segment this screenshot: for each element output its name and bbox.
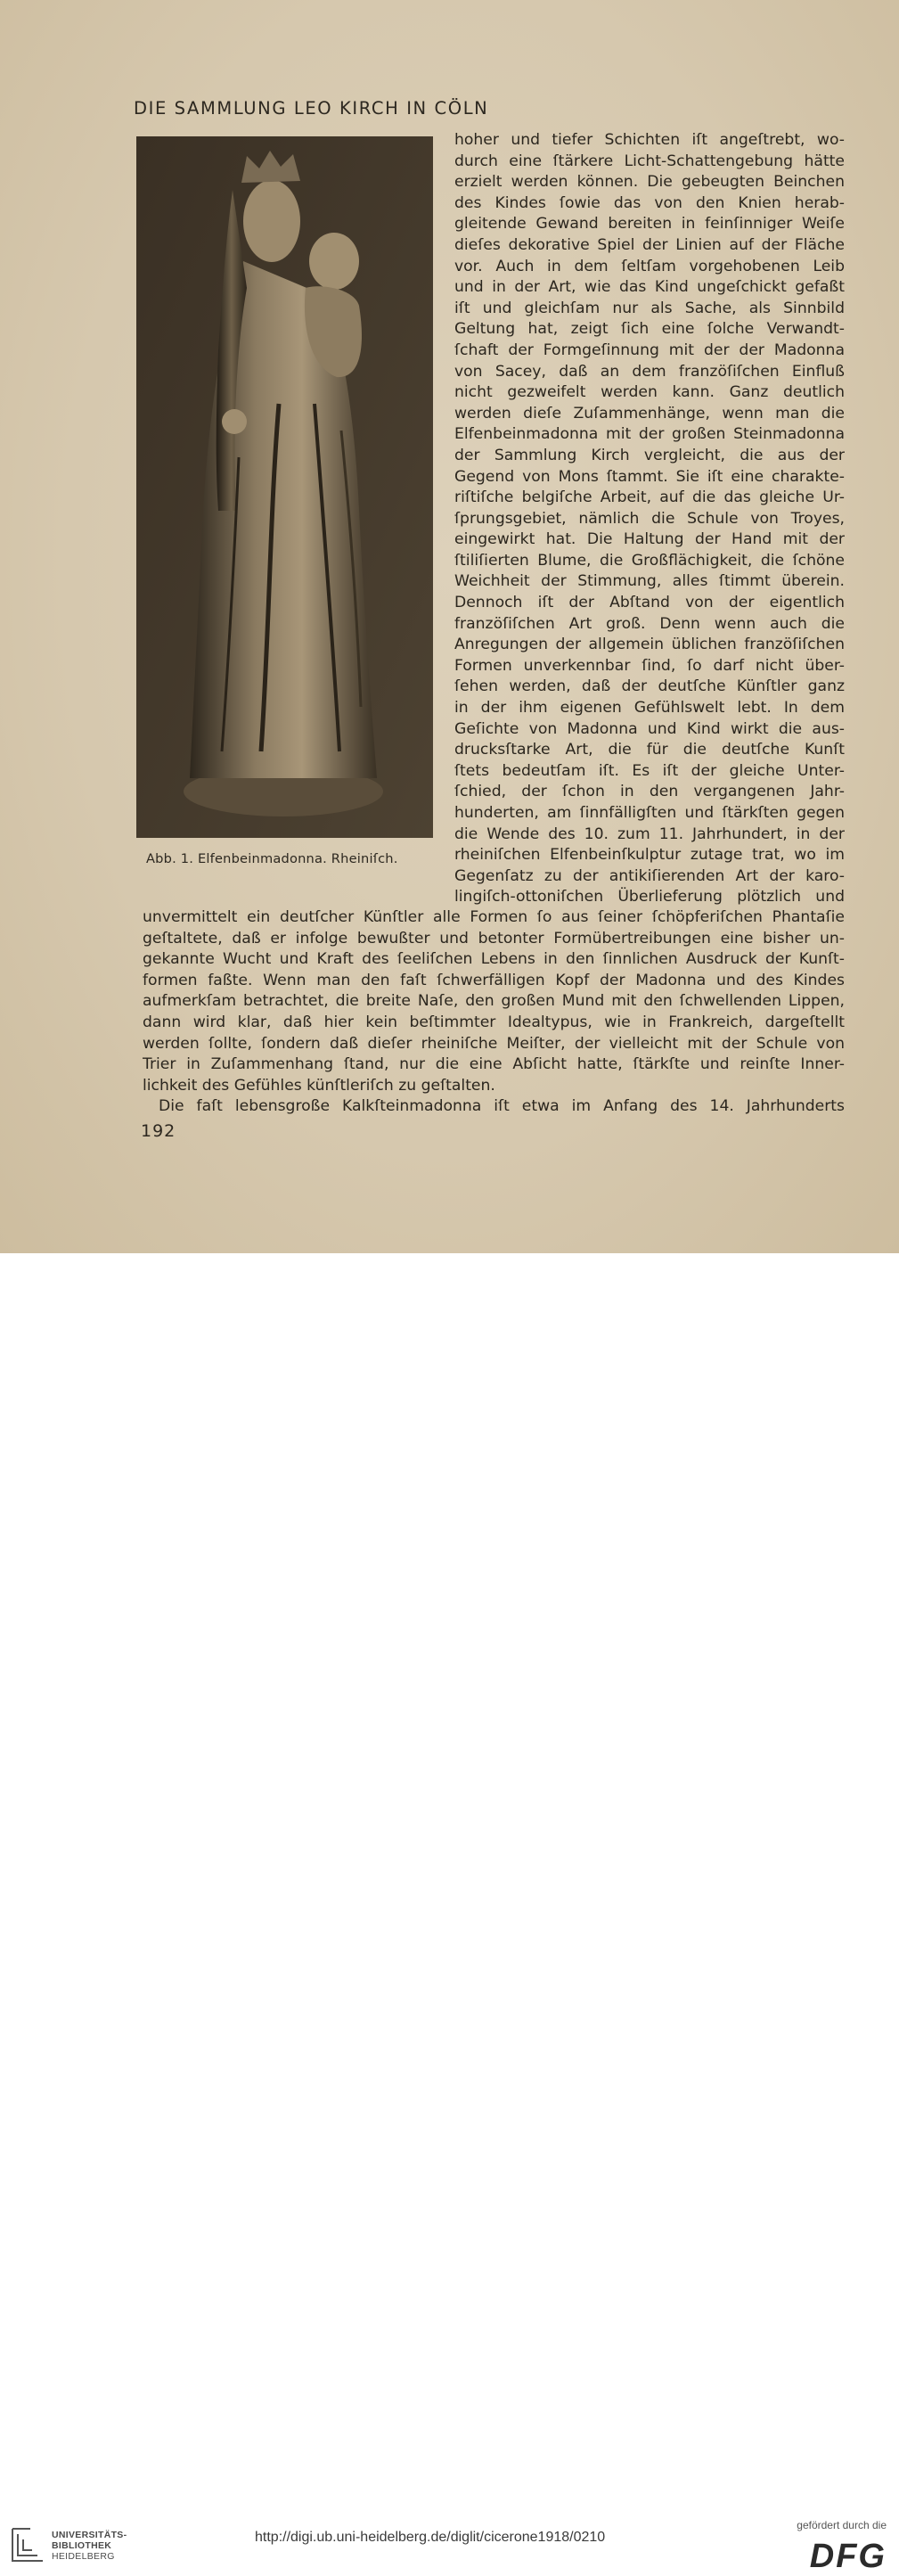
text-line: nicht gezweifelt werden kann. Ganz deutlich <box>454 383 845 402</box>
column-text <box>454 130 845 908</box>
text-line: eingewirkt hat. Die Haltung der Hand mit der <box>454 530 845 549</box>
text-line: Geſichte von Madonna und Kind wirkt die aus- <box>454 719 845 738</box>
text-line: von Sacey, daß an dem franzöſiſchen Einfluß <box>454 362 845 381</box>
text-line: Geltung hat, zeigt ſich eine ſolche Verwandt- <box>454 320 845 339</box>
text-line: Weichheit der Stimmung, alles ſtimmt überein. <box>454 572 845 591</box>
text-line: ſehen werden, daß der deutſche Künſtler ganz <box>454 677 845 696</box>
text-line: formen faßte. Wenn man den faſt ſchwerfälligen Kopf der Madonna und des Kindes <box>143 971 845 989</box>
text-line: lingiſch-ottoniſchen Überlieferung plötzlich und <box>454 888 845 907</box>
full-width-text <box>143 907 845 1118</box>
text-line: und in der Art, wie das Kind ungeſchickt gefaßt <box>454 278 845 297</box>
figure-caption: Abb. 1. Elfenbeinmadonna. Rheiniſch. <box>146 851 398 866</box>
text-line: iſt und gleichſam nur als Sache, als Sinnbild <box>454 299 845 317</box>
text-line: ſtets bedeutſam iſt. Es iſt der gleiche Unter- <box>454 761 845 780</box>
text-line: die Wende des 10. zum 11. Jahrhundert, in der <box>454 824 845 843</box>
text-line: ſchaft der Formgeſinnung mit der der Madonna <box>454 340 845 359</box>
text-line: unvermittelt ein deutſcher Künſtler alle Formen ſo aus ſeiner ſchöpferiſchen Phantaſie <box>143 908 845 926</box>
text-line: erzielt werden können. Die gebeugten Beinchen <box>454 173 845 192</box>
text-line: dann wird klar, daß hier kein beſtimmter Idealtypus, wie in Frankreich, dargeſtellt <box>143 1013 845 1031</box>
text-line: hunderten, am ſinnfälligſten und ſtärkſten gegen <box>454 804 845 822</box>
text-line: Elfenbeinmadonna mit der großen Steinmadonna <box>454 425 845 444</box>
text-line: der Sammlung Kirch vergleicht, die aus der <box>454 446 845 464</box>
text-line: ſchied, der ſchon in den vergangenen Jahr- <box>454 783 845 801</box>
running-head: DIE SAMMLUNG LEO KIRCH IN CÖLN <box>134 98 489 119</box>
university-library-logo-icon <box>9 2523 46 2566</box>
text-line: aufmerkſam betrachtet, die breite Naſe, den großen Mund mit den ſchwellenden Lippen, <box>143 992 845 1011</box>
text-line: Gegenſatz zu der antikiſierenden Art der karo- <box>454 866 845 885</box>
text-line: Anregungen der allgemein üblichen franzöſiſchen <box>454 636 845 654</box>
text-line: rheiniſchen Elfenbeinſkulptur zutage trat, wo im <box>454 846 845 865</box>
viewer-footer <box>0 1253 899 2575</box>
text-line: gekannte Wucht und Kraft des ſeeliſchen Lebens in den ſinnlichen Ausdruck der Kunſt- <box>143 950 845 969</box>
text-line: Die faſt lebensgroße Kalkſteinmadonna iſt etwa im Anfang des 14. Jahrhunderts <box>159 1097 845 1116</box>
text-line: Trier in Zuſammenhang ſtand, nur die eine Abſicht hatte, ſtärkſte und reinſte Inner- <box>143 1055 845 1074</box>
text-line: werden dieſe Zuſammenhänge, wenn man die <box>454 404 845 422</box>
text-line: durch eine ſtärkere Licht-Schattengebung hätte <box>454 152 845 170</box>
page-number: 192 <box>141 1121 176 1141</box>
scanned-page <box>0 0 899 1253</box>
funding-note: gefördert durch die <box>797 2519 887 2531</box>
text-line: Dennoch iſt der Abſtand von der eigentlich <box>454 594 845 612</box>
university-library-name: UNIVERSITÄTS- BIBLIOTHEK HEIDELBERG <box>52 2530 127 2562</box>
text-line: werden ſollte, ſondern daß dieſer rheiniſche Meiſter, der vielleicht mit der Schule von <box>143 1034 845 1053</box>
text-line: des Kindes ſowie das von den Knien herab- <box>454 193 845 212</box>
madonna-photograph <box>136 136 433 838</box>
text-line: vor. Auch in dem ſeltſam vorgehobenen Leib <box>454 257 845 275</box>
text-line: geſtaltete, daß er infolge bewußter und betonter Formübertreibungen eine bisher un- <box>143 929 845 948</box>
text-line: gleitende Gewand bereiten in feinſinniger Weiſe <box>454 215 845 234</box>
permalink[interactable]: http://digi.ub.uni-heidelberg.de/diglit/cicerone1918/0210 <box>255 2530 606 2545</box>
text-line: hoher und tiefer Schichten iſt angeſtrebt, wo- <box>454 131 845 149</box>
text-line: franzöſiſchen Art groß. Denn wenn auch die <box>454 614 845 633</box>
text-line: riſtiſche belgiſche Arbeit, auf die das gleiche Ur- <box>454 488 845 507</box>
text-line: dieſes dekorative Spiel der Linien auf der Fläche <box>454 235 845 254</box>
text-line: Gegend von Mons ſtammt. Sie iſt eine charakte- <box>454 467 845 486</box>
text-line: Formen unverkennbar ſind, ſo darf nicht über- <box>454 656 845 675</box>
text-line: in der ihm eigenen Gefühlswelt lebt. In dem <box>454 699 845 718</box>
dfg-logo: DFG <box>809 2538 887 2575</box>
text-line: drucksſtarke Art, die für die deutſche Kunſt <box>454 741 845 759</box>
text-line: lichkeit des Gefühles künſtleriſch zu geſtalten. <box>143 1076 495 1095</box>
text-line: ſprungsgebiet, nämlich die Schule von Troyes, <box>454 509 845 528</box>
text-line: ſtiliſierten Blume, die Großflächigkeit, die ſchöne <box>454 551 845 570</box>
